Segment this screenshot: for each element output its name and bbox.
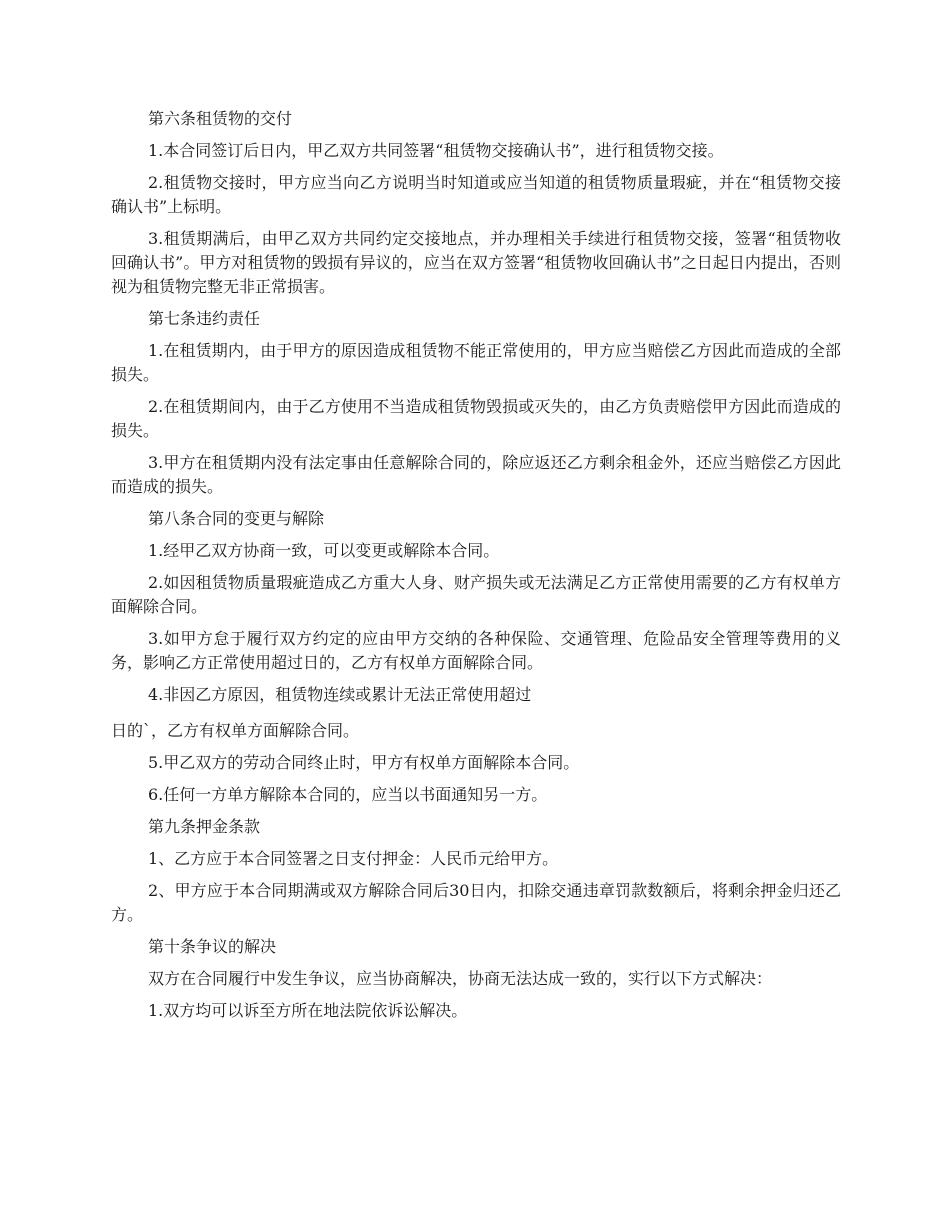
paragraph: 1.本合同签订后日内，甲乙双方共同签署“租赁物交接确认书”，进行租赁物交接。	[148, 141, 724, 160]
paragraph: 2.如因租赁物质量瑕疵造成乙方重大人身、财产损失或无法满足乙方正常使用需要的乙方有权单方面解除合同。	[111, 573, 841, 616]
paragraph: 1.经甲乙双方协商一致，可以变更或解除本合同。	[148, 541, 500, 560]
paragraph: 5.甲乙双方的劳动合同终止时，甲方有权单方面解除本合同。	[148, 753, 580, 772]
paragraph: 2.租赁物交接时，甲方应当向乙方说明当时知道或应当知道的租赁物质量瑕疵，并在“租赁物交接确认书”上标明。	[111, 173, 841, 216]
paragraph: 1.双方均可以诉至方所在地法院依诉讼解决。	[148, 1001, 468, 1020]
paragraph: 3.租赁期满后，由甲乙双方共同约定交接地点，并办理相关手续进行租赁物交接，签署“租赁物收回确认书”。甲方对租赁物的毁损有异议的，应当在双方签署“租赁物收回确认书”之日起日内提出，否则视为租赁物完整无非正常损害。	[111, 229, 841, 296]
paragraph: 2.在租赁期间内，由于乙方使用不当造成租赁物毁损或灭失的，由乙方负责赔偿甲方因此而造成的损失。	[111, 397, 841, 440]
heading-article-6: 第六条租赁物的交付	[148, 109, 293, 128]
paragraph: 日的`，乙方有权单方面解除合同。	[111, 721, 360, 740]
heading-article-10: 第十条争议的解决	[148, 937, 277, 956]
paragraph: 1、乙方应于本合同签署之日支付押金：人民币元给甲方。	[148, 849, 559, 868]
paragraph: 3.如甲方怠于履行双方约定的应由甲方交纳的各种保险、交通管理、危险品安全管理等费用的义务，影响乙方正常使用超过日的，乙方有权单方面解除合同。	[111, 629, 841, 672]
paragraph: 双方在合同履行中发生争议，应当协商解决，协商无法达成一致的，实行以下方式解决：	[148, 969, 773, 988]
paragraph: 1.在租赁期内，由于甲方的原因造成租赁物不能正常使用的，甲方应当赔偿乙方因此而造成的全部损失。	[111, 341, 841, 384]
document-body	[111, 107, 841, 1031]
paragraph: 4.非因乙方原因，租赁物连续或累计无法正常使用超过	[148, 685, 532, 704]
paragraph: 6.任何一方单方解除本合同的，应当以书面通知另一方。	[148, 785, 548, 804]
heading-article-9: 第九条押金条款	[148, 817, 261, 836]
heading-article-8: 第八条合同的变更与解除	[148, 509, 325, 528]
paragraph: 3.甲方在租赁期内没有法定事由任意解除合同的，除应返还乙方剩余租金外，还应当赔偿乙方因此而造成的损失。	[111, 453, 841, 496]
heading-article-7: 第七条违约责任	[148, 309, 261, 328]
paragraph: 2、甲方应于本合同期满或双方解除合同后30日内，扣除交通违章罚款数额后，将剩余押金归还乙方。	[111, 881, 841, 924]
